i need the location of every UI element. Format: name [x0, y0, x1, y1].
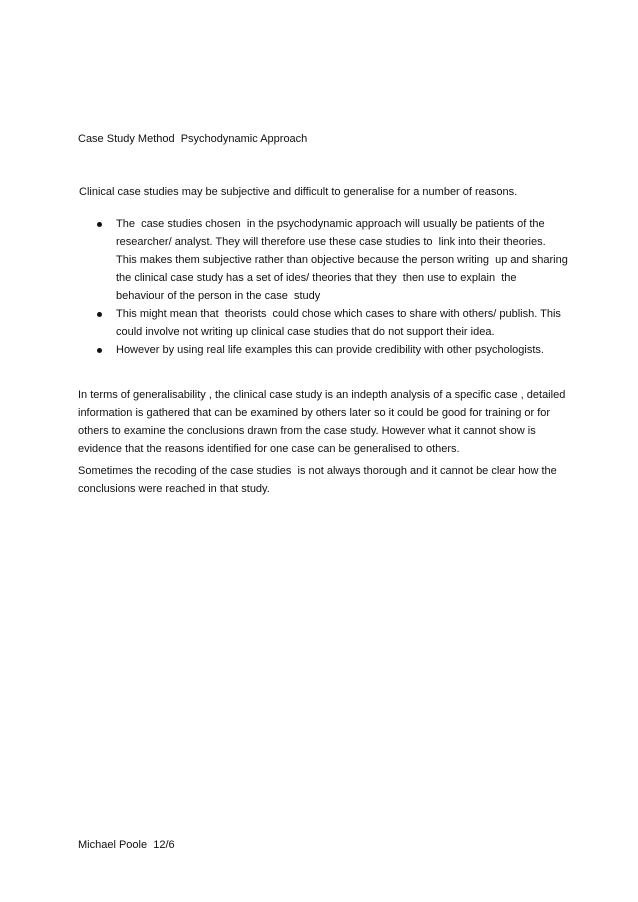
bullet-icon	[97, 222, 102, 227]
paragraph-line: others to examine the conclusions drawn from the case study. However what it cannot show is	[78, 425, 536, 437]
document-title: Case Study Method Psychodynamic Approach	[78, 133, 308, 145]
bullet-line: behaviour of the person in the case study	[116, 290, 321, 302]
paragraph-generalisability	[78, 386, 568, 458]
bullet-line: could involve not writing up clinical case studies that do not support their idea.	[116, 326, 495, 338]
bullet-line: The case studies chosen in the psychodynamic approach will usually be patients of the	[116, 218, 545, 230]
bullet-item-1	[94, 215, 569, 305]
bullet-icon	[97, 312, 102, 317]
bullet-line: However by using real life examples this can provide credibility with other psychologists.	[116, 344, 544, 356]
intro-text: Clinical case studies may be subjective and difficult to generalise for a number of reasons.	[79, 186, 518, 198]
bullet-line: This makes them subjective rather than objective because the person writing up and sharing	[116, 254, 568, 266]
paragraph-line: conclusions were reached in that study.	[78, 483, 270, 495]
bullet-item-3	[94, 341, 569, 359]
bullet-line: This might mean that theorists could chose which cases to share with others/ publish. This	[116, 308, 561, 320]
bullet-list	[94, 215, 569, 359]
paragraph-line: information is gathered that can be examined by others later so it could be good for training or for	[78, 407, 551, 419]
bullet-icon	[97, 348, 102, 353]
paragraph-line: In terms of generalisability , the clinical case study is an indepth analysis of a specific case , detailed	[78, 389, 566, 401]
bullet-item-2	[94, 305, 569, 341]
paragraph-line: evidence that the reasons identified for one case can be generalised to others.	[78, 443, 460, 455]
footer-author-date: Michael Poole 12/6	[78, 839, 175, 851]
paragraph-recording	[78, 462, 568, 498]
bullet-line: researcher/ analyst. They will therefore use these case studies to link into their theories.	[116, 236, 546, 248]
bullet-line: the clinical case study has a set of ides/ theories that they then use to explain the	[116, 272, 517, 284]
paragraph-line: Sometimes the recoding of the case studies is not always thorough and it cannot be clear how the	[78, 465, 557, 477]
